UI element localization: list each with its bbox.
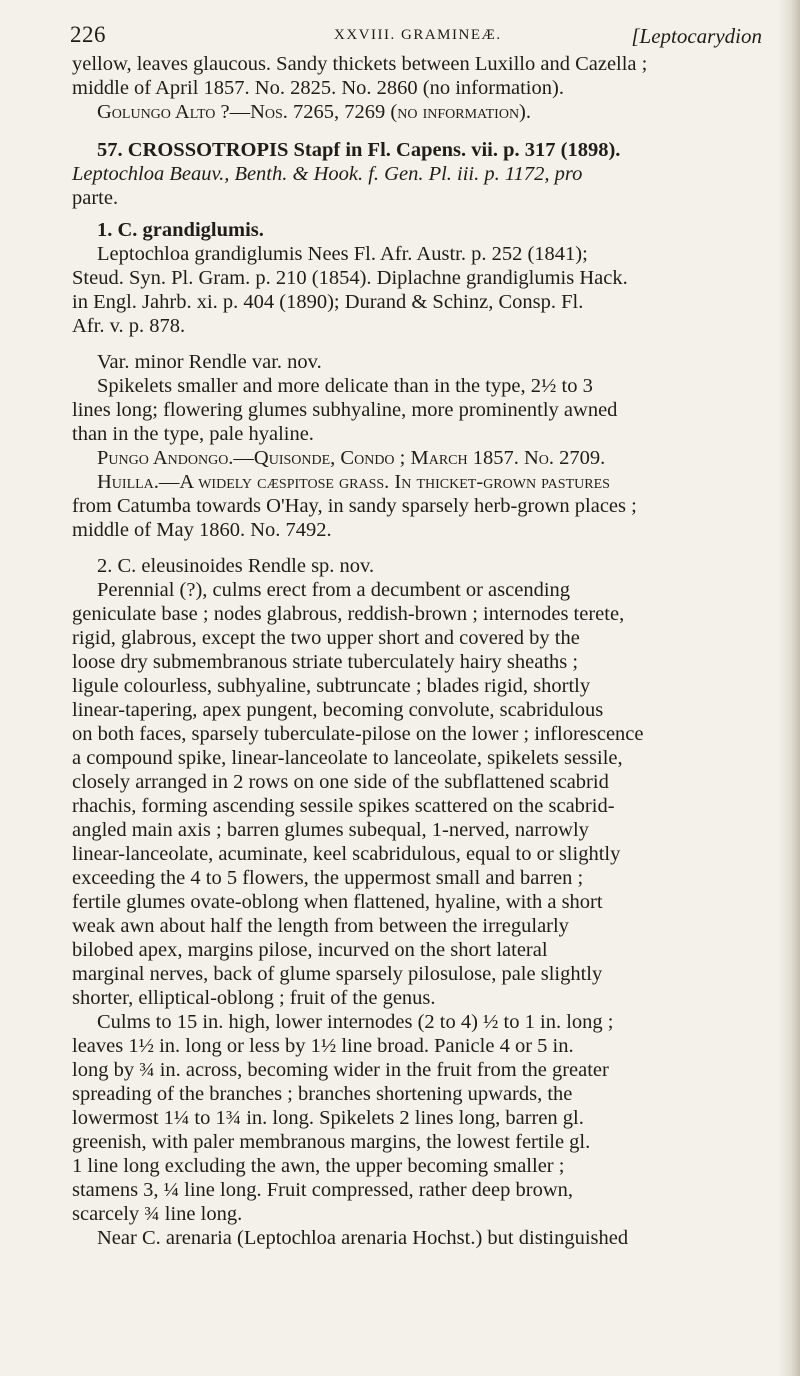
text-line: Afr. v. p. 878. [72, 315, 186, 337]
text-line: 1 line long excluding the awn, the upper becoming smaller ; [72, 1155, 565, 1177]
paragraph-locality-1 [72, 52, 762, 124]
text-line: greenish, with paler membranous margins, the lowest fertile gl. [72, 1131, 591, 1153]
text-line: rhachis, forming ascending sessile spikes scattered on the scabrid- [72, 795, 615, 817]
text-line: middle of May 1860. No. 7492. [72, 519, 332, 541]
text-line: bilobed apex, margins pilose, incurved on the short lateral [72, 939, 548, 961]
text-line: Huilla.—A widely cæspitose grass. In thicket-grown pastures [97, 471, 610, 493]
text-line: angled main axis ; barren glumes subequal, 1-nerved, narrowly [72, 819, 589, 841]
text-line: linear-tapering, apex pungent, becoming convolute, scabridulous [72, 699, 604, 721]
species-heading: 1. C. grandiglumis. [97, 219, 264, 241]
text-line: stamens 3, ¼ line long. Fruit compressed, rather deep brown, [72, 1179, 573, 1201]
text-line: middle of April 1857. No. 2825. No. 2860 (no information). [72, 77, 564, 99]
text-line: rigid, glabrous, except the two upper short and covered by the [72, 627, 580, 649]
species-2-block [72, 554, 762, 1250]
text-line: lines long; flowering glumes subhyaline, more prominently awned [72, 399, 618, 421]
text-line: Spikelets smaller and more delicate than in the type, 2½ to 3 [97, 375, 593, 397]
text-line: weak awn about half the length from between the irregularly [72, 915, 569, 937]
text-line: marginal nerves, back of glume sparsely pilosulose, pale slightly [72, 963, 603, 985]
text-line: on both faces, sparsely tuberculate-pilose on the lower ; inflorescence [72, 723, 644, 745]
text-line: geniculate base ; nodes glabrous, reddish-brown ; internodes terete, [72, 603, 625, 625]
page-header [72, 0, 762, 48]
genus-heading: 57. CROSSOTROPIS Stapf in Fl. Capens. vii. p. 317 (1898). [97, 139, 621, 161]
text-line: spreading of the branches ; branches shortening upwards, the [72, 1083, 573, 1105]
text-line: Pungo Andongo.—Quisonde, Condo ; March 1857. No. 2709. [97, 447, 606, 469]
text-line: linear-lanceolate, acuminate, keel scabridulous, equal to or slightly [72, 843, 621, 865]
text-line: Culms to 15 in. high, lower internodes (2 to 4) ½ to 1 in. long ; [97, 1011, 614, 1033]
text-line: long by ¾ in. across, becoming wider in the fruit from the greater [72, 1059, 609, 1081]
text-line: Golungo Alto ?—Nos. 7265, 7269 (no information). [97, 101, 532, 123]
variety-heading: Var. minor Rendle var. nov. [97, 351, 322, 373]
text-line: than in the type, pale hyaline. [72, 423, 314, 445]
running-head: XXVIII. GRAMINEÆ. [334, 27, 502, 43]
text-line: yellow, leaves glaucous. Sandy thickets between Luxillo and Cazella ; [72, 53, 648, 75]
text-line: Steud. Syn. Pl. Gram. p. 210 (1854). Diplachne grandiglumis Hack. [72, 267, 628, 289]
text-line: loose dry submembranous striate tuberculately hairy sheaths ; [72, 651, 579, 673]
text-line: Leptochloa grandiglumis Nees Fl. Afr. Austr. p. 252 (1841); [97, 243, 588, 265]
text-line: closely arranged in 2 rows on one side of the subflattened scabrid [72, 771, 609, 793]
species-1-block [72, 218, 762, 338]
text-line: fertile glumes ovate-oblong when flattened, hyaline, with a short [72, 891, 603, 913]
running-head-genus: [Leptocarydion [631, 24, 762, 48]
text-line: exceeding the 4 to 5 flowers, the uppermost small and barren ; [72, 867, 584, 889]
page-edge-shadow [778, 0, 800, 1376]
text-line: in Engl. Jahrb. xi. p. 404 (1890); Durand & Schinz, Consp. Fl. [72, 291, 584, 313]
species-heading: 2. C. eleusinoides Rendle sp. nov. [97, 555, 375, 577]
variety-block [72, 350, 762, 542]
page [72, 0, 762, 1250]
text-line: leaves 1½ in. long or less by 1½ line broad. Panicle 4 or 5 in. [72, 1035, 574, 1057]
page-number: 226 [70, 22, 106, 47]
genus-heading-block [72, 138, 762, 210]
text-line: Perennial (?), culms erect from a decumbent or ascending [97, 579, 571, 601]
text-line: parte. [72, 187, 119, 209]
text-line: ligule colourless, subhyaline, subtruncate ; blades rigid, shortly [72, 675, 591, 697]
text-line: lowermost 1¼ to 1¾ in. long. Spikelets 2 lines long, barren gl. [72, 1107, 584, 1129]
text-line: Near C. arenaria (Leptochloa arenaria Hochst.) but distinguished [97, 1227, 629, 1249]
text-line: shorter, elliptical-oblong ; fruit of the genus. [72, 987, 436, 1009]
text-line: scarcely ¾ line long. [72, 1203, 243, 1225]
text-line: from Catumba towards O'Hay, in sandy sparsely herb-grown places ; [72, 495, 637, 517]
text-line: a compound spike, linear-lanceolate to lanceolate, spikelets sessile, [72, 747, 623, 769]
text-line: Leptochloa Beauv., Benth. & Hook. f. Gen. Pl. iii. p. 1172, pro [72, 163, 583, 185]
